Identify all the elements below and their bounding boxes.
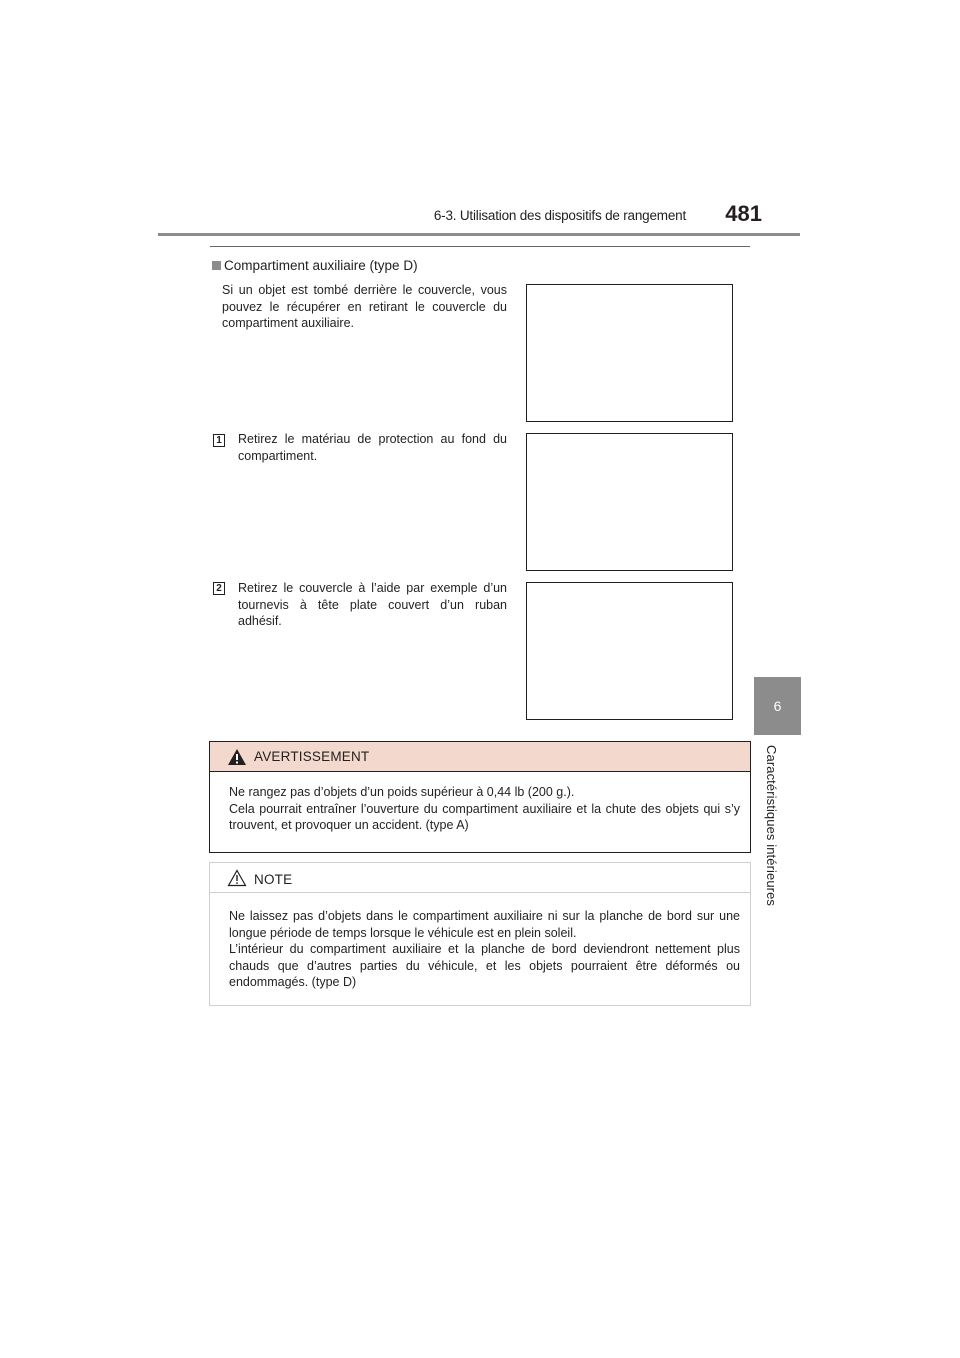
warning-header (210, 742, 750, 772)
chapter-tab: 6 (754, 677, 801, 735)
note-box (209, 862, 751, 1006)
step-number-2: 2 (213, 582, 225, 595)
square-bullet-icon (212, 261, 221, 270)
intro-paragraph: Si un objet est tombé derrière le couvercle, vous pouvez le récupérer en retirant le couvercle du compartiment auxiliaire. (222, 283, 507, 330)
page-number: 481 (725, 201, 762, 226)
section-heading (212, 258, 418, 273)
step-text-1: Retirez le matériau de protection au fond du compartiment. (238, 432, 507, 463)
header-section-title: 6-3. Utilisation des dispositifs de rangement (433, 208, 686, 223)
step-text-2: Retirez le couvercle à l’aide par exemple d’un tournevis à tête plate couvert d’un ruban adhésif. (238, 581, 507, 628)
warning-triangle-icon (227, 748, 247, 766)
chapter-title: Caractéristiques intérieures (764, 745, 779, 907)
note-body (229, 908, 740, 991)
section-heading-text: Compartiment auxiliaire (type D) (224, 258, 418, 273)
note-header (210, 863, 750, 893)
illustration-frame-1 (526, 284, 733, 422)
section-divider (210, 246, 750, 247)
warning-line-2: Cela pourrait entraîner l’ouverture du compartiment auxiliaire et la chute des objets qui s’y trouvent, et provoquer un accident. (type A) (229, 801, 740, 832)
illustration-frame-2 (526, 433, 733, 571)
note-line-2: L’intérieur du compartiment auxiliaire et la planche de bord deviendront nettement plus chauds que d’autres parties du véhicule, et les objets pourraient être déformés ou endommagés. (type D) (229, 942, 740, 989)
header-divider (158, 233, 800, 236)
illustration-frame-3 (526, 582, 733, 720)
note-line-1: Ne laissez pas d’objets dans le compartiment auxiliaire ni sur la planche de bord sur une longue période de temps lorsque le véhicule est en plein soleil. (229, 909, 740, 940)
note-title: NOTE (254, 872, 293, 887)
warning-line-1: Ne rangez pas d’objets d’un poids supérieur à 0,44 lb (200 g.). (229, 785, 575, 799)
warning-body (229, 784, 740, 834)
warning-title: AVERTISSEMENT (254, 749, 370, 764)
caution-triangle-icon (227, 869, 247, 887)
step-number-1: 1 (213, 434, 225, 447)
warning-box (209, 741, 751, 853)
